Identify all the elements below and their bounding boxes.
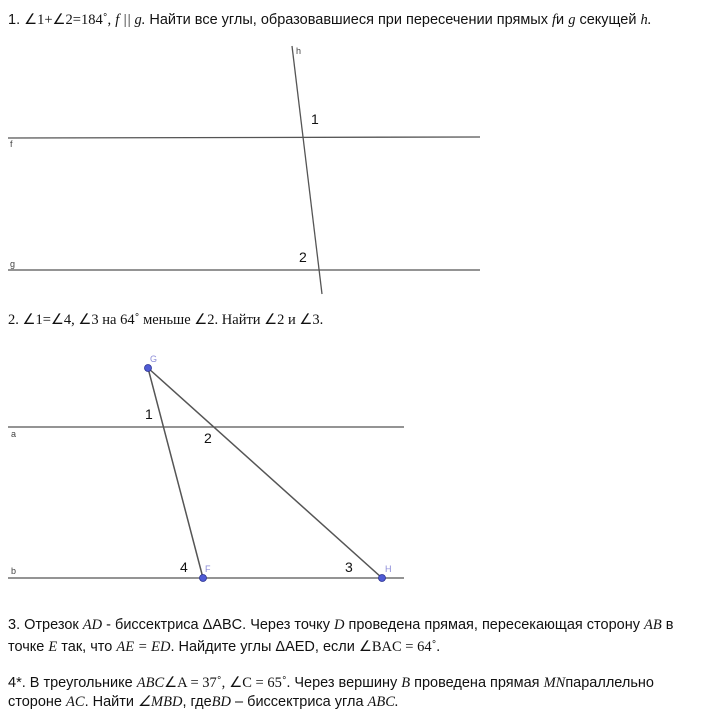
- segment-GF: [148, 368, 203, 578]
- bisector-BD: BD: [211, 694, 232, 710]
- point-D: D: [333, 617, 345, 633]
- problem1-line-g: g: [568, 12, 576, 28]
- point-H: [379, 575, 386, 582]
- label-f: f: [10, 139, 13, 149]
- problem3-find: . Найдите углы ΔAED, если: [170, 639, 355, 655]
- equality-AE-ED: AE = ED: [116, 639, 171, 655]
- problem4-drawn-line: проведена прямая: [414, 675, 540, 691]
- angle-C: ∠C = 65˚.: [229, 675, 291, 691]
- problem3-in: в: [665, 617, 674, 633]
- triangle-ABC: ABC: [136, 675, 165, 691]
- problem4-side: стороне: [8, 694, 62, 710]
- label-b: b: [11, 566, 17, 576]
- angle-A: ∠A = 37˚,: [164, 675, 226, 691]
- angle-2-label: 2: [299, 249, 307, 265]
- vertex-B: B: [401, 675, 411, 691]
- problem4-line2: [8, 694, 399, 711]
- problem3-bisector: - биссектриса ΔABC. Через точку: [102, 617, 330, 633]
- problem2-text: ∠1=∠4, ∠3 на 64˚ меньше ∠2. Найти ∠2 и ∠3.: [22, 312, 324, 328]
- segment-GH: [148, 368, 382, 578]
- label-a: a: [11, 429, 17, 439]
- problem1-secant-text: секущей: [579, 12, 637, 28]
- label-H: H: [385, 564, 392, 574]
- problem4-through-vertex: Через вершину: [294, 675, 398, 691]
- label-G: G: [150, 354, 158, 364]
- problem3-point: точке: [8, 639, 45, 655]
- angle-1-label: 1: [145, 406, 153, 422]
- problem4-where: , где: [182, 694, 212, 710]
- side-AC: AC: [66, 694, 85, 710]
- problem1-line-h: h.: [640, 12, 652, 28]
- problem4-line1: [8, 675, 654, 692]
- problem4-parallel: параллельно: [565, 675, 654, 691]
- problem2-number: 2.: [8, 312, 19, 328]
- problem1-and: и: [556, 12, 565, 28]
- label-F: F: [205, 564, 211, 574]
- problem4-bisector-text: – биссектриса угла: [235, 694, 364, 710]
- problem1-line-f: f: [552, 12, 557, 28]
- angle-BAC-condition: ∠BAC = 64˚.: [358, 639, 441, 655]
- angle-3-label: 3: [345, 559, 353, 575]
- problem1-condition: ∠1+∠2=184˚,: [24, 12, 112, 28]
- line-MN: MN: [543, 675, 566, 691]
- problem1-text: Найти все углы, образовавшиеся при пересечении прямых: [149, 12, 548, 28]
- label-h: h: [296, 46, 302, 56]
- angle-4-label: 4: [180, 559, 188, 575]
- problem3-so-that: так, что: [61, 639, 113, 655]
- problem1-parallel: f || g.: [115, 12, 146, 28]
- problem1-number: 1.: [8, 12, 21, 28]
- label-g: g: [10, 259, 16, 269]
- angle-1-label: 1: [311, 111, 319, 127]
- segment-AD: AD: [82, 617, 103, 633]
- angle-2-label: 2: [204, 430, 212, 446]
- problem4-intro: 4*. В треугольнике: [8, 675, 133, 691]
- angle-MBD: ∠MBD: [138, 694, 183, 710]
- angle-ABC: ABC.: [367, 694, 399, 710]
- problem4-find: . Найти: [84, 694, 134, 710]
- problem3-line-through: проведена прямая, пересекающая сторону: [348, 617, 640, 633]
- point-G: [145, 365, 152, 372]
- problem3-intro: 3. Отрезок: [8, 617, 79, 633]
- side-AB: AB: [643, 617, 662, 633]
- problem3-line2: [8, 639, 440, 656]
- point-E: E: [48, 639, 58, 655]
- point-F: [200, 575, 207, 582]
- problem3-line1: [8, 617, 673, 634]
